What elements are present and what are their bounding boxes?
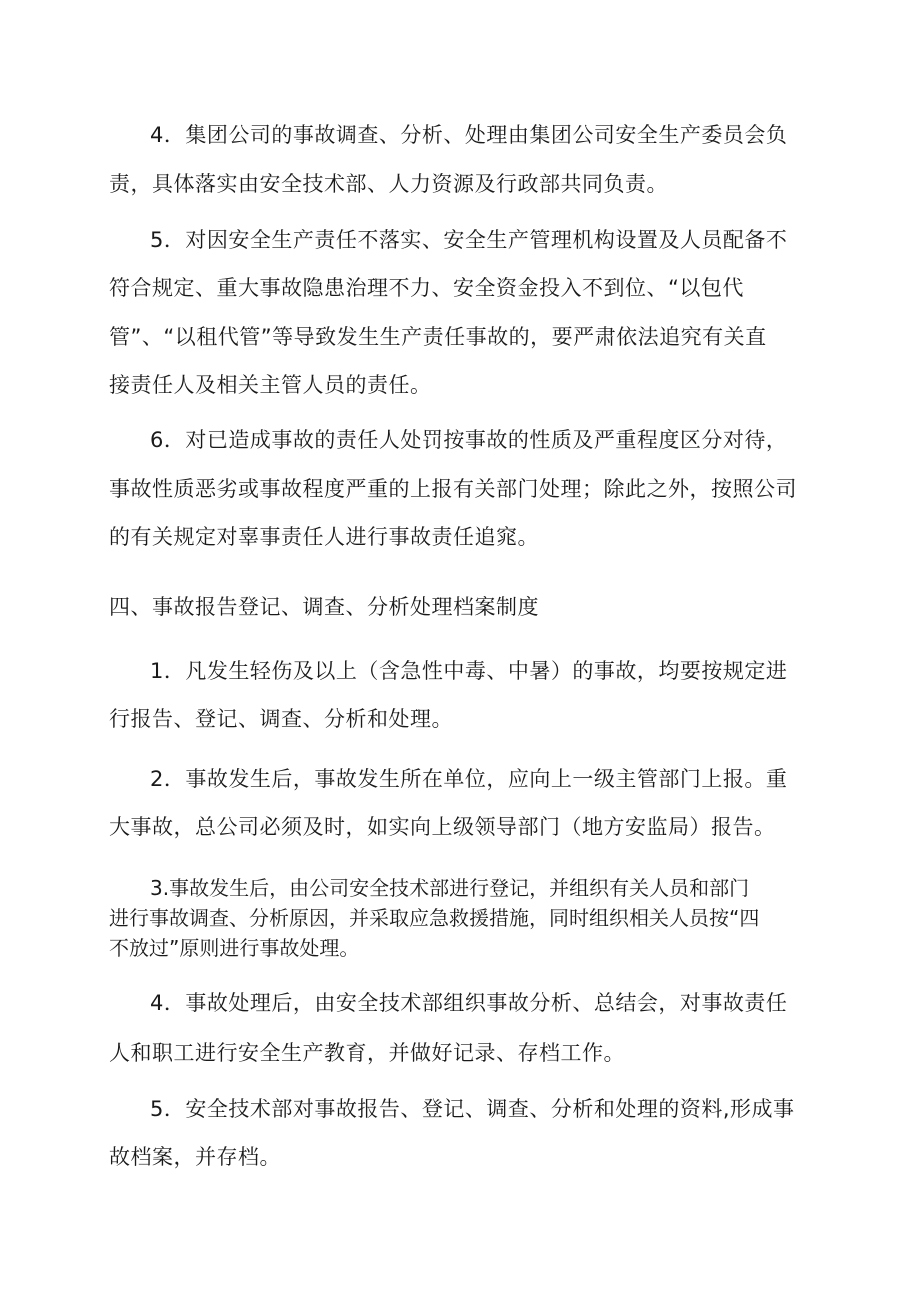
paragraph-line: 人和职工进行安全生产教育，并做好记录、存档工作。 (109, 1041, 625, 1065)
paragraph-line: 责，具体落实由安全技术部、人力资源及行政部共同负责。 (109, 172, 668, 196)
paragraph-line: 故档案，并存档。 (109, 1145, 281, 1169)
paragraph-line: 的有关规定对辜事责任人进行事故责任追窕。 (109, 525, 539, 549)
paragraph-line: 大事故，总公司必须及时，如实向上级领导部门（地方安监局）报告。 (109, 815, 776, 839)
paragraph-line: 6．对已造成事故的责任人处罚按事故的性质及严重程度区分对待， (150, 428, 788, 452)
paragraph-line: 1．凡发生轻伤及以上（含急性中毒、中暑）的事故，均要按规定进 (150, 659, 788, 683)
paragraph-line: 事故性质恶劣或事故程度严重的上报有关部门处理；除此之外，按照公司 (109, 477, 797, 501)
paragraph-line: 行报告、登记、调查、分析和处理。 (109, 707, 453, 731)
paragraph-line: 2．事故发生后，事故发生所在单位，应向上一级主管部门上报。重 (150, 767, 788, 791)
section-heading: 四、事故报告登记、调查、分析处理档案制度 (109, 595, 539, 619)
paragraph-line: 接责任人及相关主管人员的责任。 (109, 373, 432, 397)
paragraph-line: 进行事故调查、分析原因，并采取应急救援措施，同时组织相关人员按“四 (109, 906, 760, 930)
paragraph-line: 5．安全技术部对事故报告、登记、调查、分析和处理的资料,形成事 (150, 1097, 795, 1121)
paragraph-line: 5．对因安全生产责任不落实、安全生产管理机构设置及人员配备不 (150, 228, 788, 252)
paragraph-line: 4．集团公司的事故调查、分析、处理由集团公司安全生产委员会负 (150, 123, 788, 147)
paragraph-line: 4．事故处理后，由安全技术部组织事故分析、总结会，对事故责任 (150, 991, 788, 1015)
paragraph-line: 3.事故发生后，由公司安全技术部进行登记，并组织有关人员和部门 (150, 876, 750, 900)
paragraph-line: 管”、“以租代管”等导致发生生产责任事故的，要严肃依法追究有关直 (109, 325, 767, 349)
paragraph-line: 不放过”原则进行事故处理。 (109, 936, 360, 960)
paragraph-line: 符合规定、重大事故隐患治理不力、安全资金投入不到位、“以包代 (109, 276, 744, 300)
